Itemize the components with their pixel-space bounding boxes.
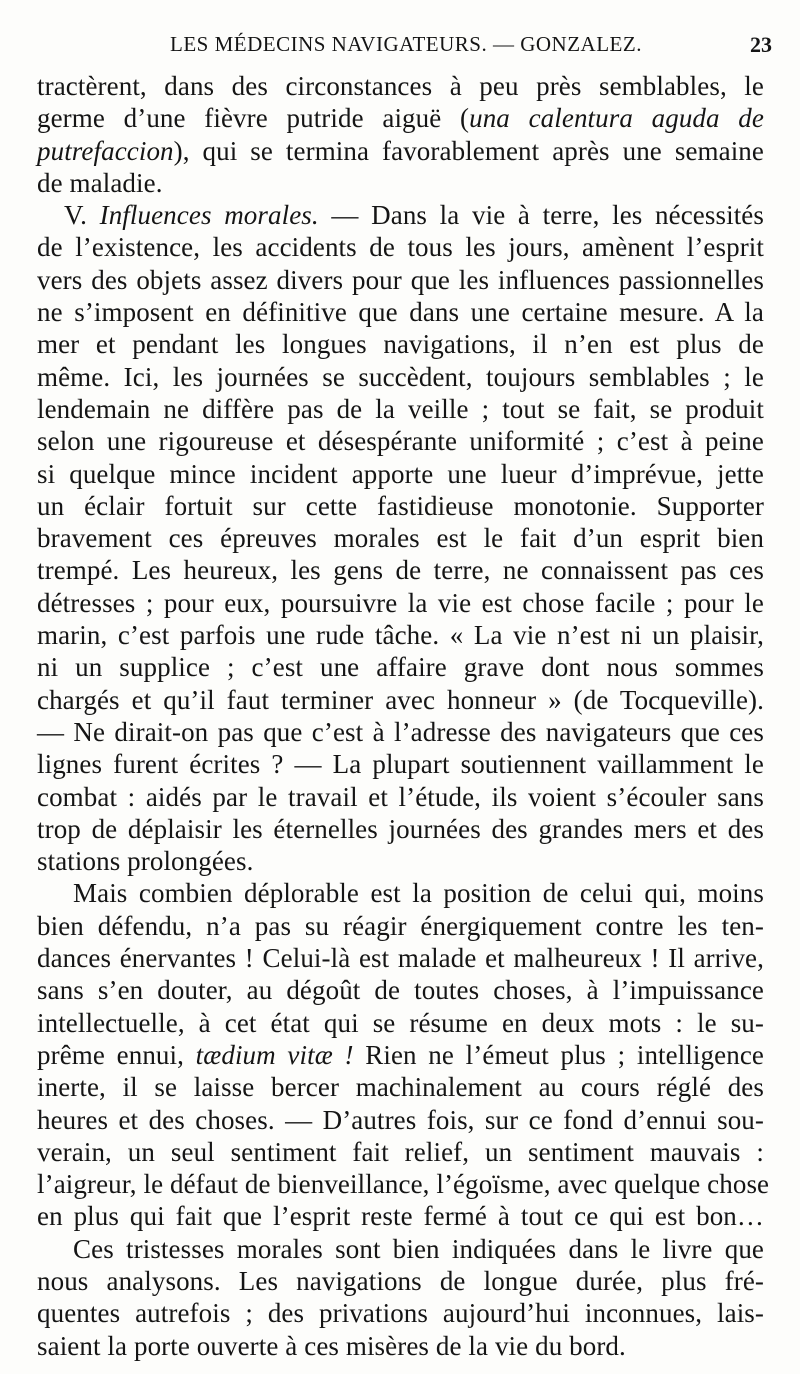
- text-line: si quelque mince incident apporte une lueur d’imprévue, jette: [37, 458, 764, 489]
- text-line: en plus qui fait que l’esprit reste fermé à tout ce qui est bon…: [37, 1201, 764, 1232]
- body-text: [37, 70, 770, 1362]
- running-title: LES MÉDECINS NAVIGATEURS. — GONZALEZ.: [170, 32, 642, 56]
- text-line: Mais combien déplorable est la position de celui qui, moins: [73, 878, 764, 909]
- text-line: bien défendu, n’a pas su réagir énergiquement contre les ten-: [37, 910, 764, 941]
- text-line: un éclair fortuit sur cette fastidieuse monotonie. Supporter: [37, 490, 764, 521]
- text-line: tractèrent, dans des circonstances à peu près semblables, le: [37, 71, 764, 101]
- text-line: inerte, il se laisse bercer machinalement au cours réglé des: [37, 1072, 764, 1103]
- section-heading-line: V. Influences morales. — Dans la vie à terre, les nécessités: [64, 200, 764, 231]
- text-line: trop de déplaisir les éternelles journées des grandes mers et des: [37, 813, 764, 844]
- running-head: [0, 30, 800, 60]
- text-line: prême ennui, tædium vitæ ! Rien ne l’émeut plus ; intelligence: [37, 1039, 764, 1070]
- text-line: chargés et qu’il faut terminer avec honneur » (de Tocqueville).: [37, 684, 764, 715]
- text-line: intellectuelle, à cet état qui se résume en deux mots : le su-: [37, 1007, 764, 1038]
- text-line: sans s’en douter, au dégoût de toutes choses, à l’impuissance: [37, 975, 764, 1006]
- text-line: putrefaccion), qui se termina favorablement après une semaine: [37, 135, 764, 166]
- text-line: ne s’imposent en définitive que dans une certaine mesure. A la: [37, 297, 764, 328]
- text-line: ni un supplice ; c’est une affaire grave dont nous sommes: [37, 652, 764, 683]
- text-line: quentes autrefois ; des privations aujourd’hui inconnues, lais-: [37, 1298, 764, 1329]
- text-line: même. Ici, les journées se succèdent, toujours semblables ; le: [37, 361, 764, 392]
- text-line: bravement ces épreuves morales est le fait d’un esprit bien: [37, 523, 764, 554]
- italic-phrase: una calentura aguda de: [469, 103, 764, 134]
- text-line: selon une rigoureuse et désespérante uniformité ; c’est à peine: [37, 426, 764, 457]
- text-line: l’aigreur, le défaut de bienveillance, l’égoïsme, avec quelque chose: [37, 1169, 770, 1200]
- text-line: trempé. Les heureux, les gens de terre, ne connaissent pas ces: [37, 555, 764, 586]
- text-line: Ces tristesses morales sont bien indiquées dans le livre que: [73, 1233, 764, 1264]
- italic-phrase: Influences morales.: [99, 200, 319, 231]
- text-line: germe d’une fièvre putride aiguë (una calentura aguda de: [37, 103, 764, 134]
- text-line: de l’existence, les accidents de tous les jours, amènent l’esprit: [37, 232, 764, 263]
- page-number: 23: [750, 32, 772, 57]
- text-line: de maladie.: [37, 167, 163, 198]
- italic-phrase: tædium vitæ !: [195, 1039, 354, 1070]
- text-line: lendemain ne diffère pas de la veille ; tout se fait, se produit: [37, 393, 764, 424]
- text-line: nous analysons. Les navigations de longue durée, plus fré-: [37, 1265, 764, 1296]
- text-line: détresses ; pour eux, poursuivre la vie est chose facile ; pour le: [37, 587, 764, 618]
- italic-phrase: putrefaccion: [37, 135, 174, 166]
- text-line: marin, c’est parfois une rude tâche. « La vie n’est ni un plaisir,: [37, 620, 764, 651]
- text-line: saient la porte ouverte à ces misères de la vie du bord.: [37, 1330, 626, 1361]
- text-line: lignes furent écrites ? — La plupart soutiennent vaillamment le: [37, 749, 764, 780]
- text-line: verain, un seul sentiment fait relief, un sentiment mauvais :: [37, 1136, 764, 1167]
- text-line: heures et des choses. — D’autres fois, sur ce fond d’ennui sou-: [37, 1104, 764, 1135]
- text-line: stations prolongées.: [37, 846, 254, 877]
- text-line: vers des objets assez divers pour que les influences passionnelles: [37, 264, 764, 295]
- text-line: mer et pendant les longues navigations, il n’en est plus de: [37, 329, 764, 360]
- text-line: combat : aidés par le travail et l’étude, ils voient s’écouler sans: [37, 781, 764, 812]
- text-line: — Ne dirait-on pas que c’est à l’adresse des navigateurs que ces: [37, 716, 764, 747]
- text-line: dances énervantes ! Celui-là est malade et malheureux ! Il arrive,: [37, 943, 764, 974]
